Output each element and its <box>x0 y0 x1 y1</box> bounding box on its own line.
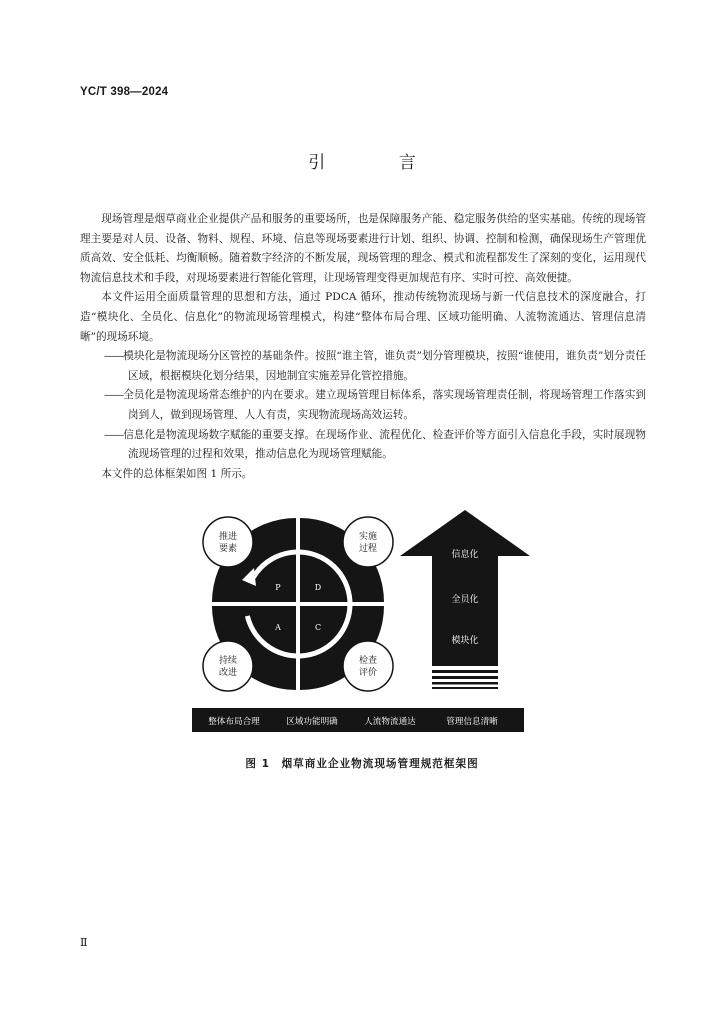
label-bl-1: 持续 <box>218 656 238 666</box>
arrow-label-2: 全员化 <box>451 595 479 605</box>
dash-item-text: 信息化是物流现场数字赋能的重要支撑。在现场作业、流程优化、检查评价等方面引入信息化手段，实时展现物流现场管理的过程和效果，推动信息化为现场管理赋能。 <box>123 428 646 461</box>
pdca-a: A <box>275 623 281 632</box>
framework-diagram <box>190 510 530 746</box>
pdca-p: P <box>275 583 281 592</box>
label-bl-2: 改进 <box>218 668 238 678</box>
pdca-circle <box>203 517 393 691</box>
corner-circle-top-left <box>203 517 253 567</box>
arrow-stripe-1 <box>432 670 498 673</box>
corner-circle-bottom-right <box>343 641 393 691</box>
arrow-label-1: 信息化 <box>451 550 479 560</box>
pdca-c: C <box>314 623 322 632</box>
dash-item-modular <box>80 347 646 386</box>
dash-item-all-staff <box>80 386 646 425</box>
label-br-2: 评价 <box>358 668 378 678</box>
label-tr-1: 实施 <box>358 532 378 542</box>
paragraph-2: 本文件运用全面质量管理的思想和方法，通过 PDCA 循环，推动传统物流现场与新一代信息技术的深度融合，打造“模块化、全员化、信息化”的物流现场管理模式，构建“整体布局合理、区域功能明确、人流物流通达、管理信息清晰”的现场环境。 <box>80 291 646 343</box>
arrow-label-3: 模块化 <box>451 636 479 646</box>
page-number: Ⅱ <box>80 936 88 949</box>
base-label-4: 管理信息清晰 <box>446 717 498 727</box>
document-code: YC/T 398—2024 <box>80 86 169 98</box>
corner-circle-bottom-left <box>203 641 253 691</box>
section-title: 引 言 <box>308 153 450 173</box>
corner-circle-top-right <box>343 517 393 567</box>
dash-item-text: 模块化是物流现场分区管控的基础条件。按照“谁主管，谁负责”划分管理模块，按照“谁使用，谁负责”划分责任区域，根据模块化划分结果，因地制宜实施差异化管控措施。 <box>123 350 646 382</box>
framework-figure <box>190 510 530 746</box>
arrow-stripe-3 <box>432 682 498 685</box>
dash-item-informatization <box>80 426 646 465</box>
arrow-stripe-4 <box>432 687 498 689</box>
base-bar <box>192 708 524 732</box>
figure-caption: 图 1 烟草商业企业物流现场管理规范框架图 <box>245 758 479 770</box>
closing-paragraph: 本文件的总体框架如图 1 所示。 <box>101 467 253 480</box>
arrow-stripe-2 <box>432 676 498 679</box>
dash-mark: —— <box>104 428 124 441</box>
label-tl-2: 要素 <box>218 544 238 554</box>
body-text <box>80 210 646 484</box>
dash-item-text: 全员化是物流现场常态维护的内在要求。建立现场管理目标体系，落实现场管理责任制，将现场管理工作落实到岗到人，做到现场管理、人人有责，实现物流现场高效运转。 <box>123 389 646 421</box>
label-tl-1: 推进 <box>218 532 238 542</box>
base-label-2: 区域功能明确 <box>286 717 338 727</box>
label-tr-2: 过程 <box>358 544 378 554</box>
dash-mark: —— <box>104 350 124 363</box>
label-br-1: 检查 <box>358 656 378 666</box>
base-label-3: 人流物流通达 <box>364 717 416 727</box>
upward-arrow <box>400 510 530 689</box>
paragraph-1: 现场管理是烟草商业企业提供产品和服务的重要场所，也是保障服务产能、稳定服务供给的坚实基础。传统的现场管理主要是对人员、设备、物料、规程、环境、信息等现场要素进行计划、组织、协调、控制和检测，确保现场生产管理优质高效、安全低耗、均衡顺畅。随着数字经济的不断发展，现场管理的理念、模式和流程都发生了深刻的变化，运用现代物流信息技术和手段，对现场要素进行智能化管理，让现场管理变得更加规范有序、实时可控、高效便捷。 <box>80 213 646 284</box>
dash-mark: —— <box>104 389 124 402</box>
base-label-1: 整体布局合理 <box>208 717 260 727</box>
pdca-d: D <box>314 583 322 592</box>
